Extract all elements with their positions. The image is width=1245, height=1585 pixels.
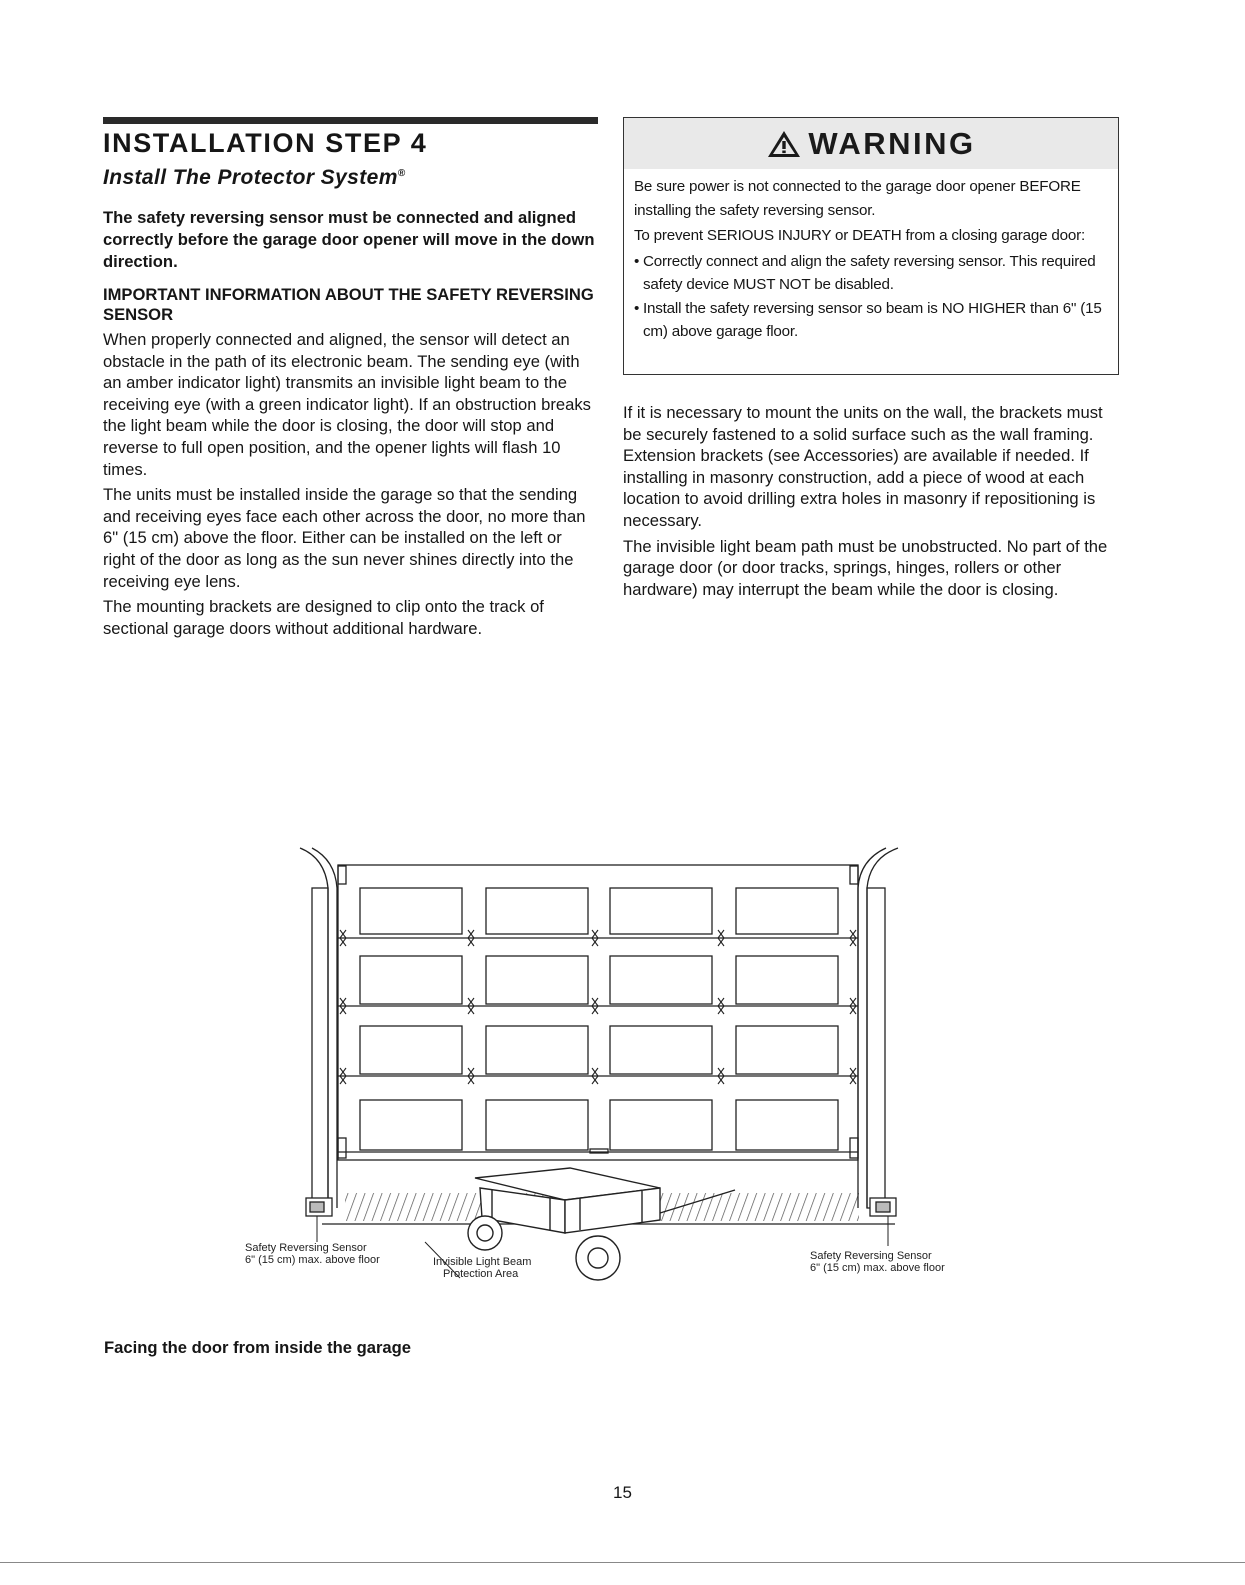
step-title: INSTALLATION STEP 4	[103, 128, 428, 158]
warning-line-1: Be sure power is not connected to the garage door opener BEFORE installing the safety reversing sensor.	[634, 178, 1081, 219]
beam-label-line-2: Protection Area	[443, 1268, 519, 1280]
step-subtitle	[103, 160, 598, 191]
important-paragraph-2: The units must be installed inside the garage so that the sending and receiving eyes face each other across the door, no more than 6" (15 cm) above the floor. Either can be installed on the left or right of the door as long as the sun never shines directly into the receiving eye lens.	[103, 485, 586, 591]
left-sensor-label-line-2: 6" (15 cm) max. above floor	[245, 1254, 380, 1266]
beam-label	[433, 1256, 531, 1280]
right-sensor-label-line-2: 6" (15 cm) max. above floor	[810, 1262, 945, 1274]
left-column	[103, 117, 598, 643]
bullet-icon: •	[634, 252, 640, 270]
warning-bullet-2	[634, 297, 1108, 344]
step-subtitle-text: Install The Protector System	[103, 166, 398, 189]
warning-bullet-text: Correctly connect and align the safety reversing sensor. This required safety device MUST NOT be disabled.	[643, 252, 1096, 293]
right-sensor-label	[810, 1250, 945, 1274]
garage-door-diagram	[230, 838, 1010, 1310]
warning-banner	[624, 117, 1118, 169]
bullet-icon: •	[634, 299, 640, 317]
warning-title: WARNING	[808, 125, 976, 161]
page-number: 15	[613, 1483, 632, 1502]
warning-bullet-1	[634, 250, 1108, 297]
right-paragraph-2: The invisible light beam path must be unobstructed. No part of the garage door (or door tracks, springs, hinges, rollers or other hardware) may interrupt the beam while the door is closing.	[623, 536, 1108, 599]
right-paragraph-1: If it is necessary to mount the units on the wall, the brackets must be securely fastened to a solid surface such as the wall framing. Extension brackets (see Accessories) are available if needed. If installing in masonry construction, add a piece of wood at each location to avoid drilling extra holes in masonry if repositioning is necessary.	[623, 403, 1103, 530]
warning-line-2: To prevent SERIOUS INJURY or DEATH from a closing garage door:	[634, 227, 1086, 244]
important-heading: IMPORTANT INFORMATION ABOUT THE SAFETY REVERSING SENSOR	[103, 285, 594, 324]
warning-bullet-text: Install the safety reversing sensor so beam is NO HIGHER than 6" (15 cm) above garage floor.	[643, 299, 1102, 340]
diagram-caption: Facing the door from inside the garage	[104, 1338, 412, 1357]
warning-triangle-icon	[766, 129, 802, 159]
important-paragraph-1: When properly connected and aligned, the sensor will detect an obstacle in the path of its electronic beam. The sending eye (with an amber indicator light) transmits an invisible light beam to the receiving eye (with a green indicator light). If an obstruction breaks the light beam while the door is closing, the door will stop and reverse to full open position, and the opener lights will flash 10 times.	[103, 330, 591, 479]
right-column	[623, 117, 1123, 604]
warning-body	[624, 169, 1118, 344]
bottom-rule	[0, 1562, 1245, 1563]
important-paragraph-3: The mounting brackets are designed to clip onto the track of sectional garage doors without additional hardware.	[103, 597, 544, 638]
right-sensor-label-line-1: Safety Reversing Sensor	[810, 1250, 932, 1262]
registered-mark: ®	[397, 168, 406, 179]
left-sensor-label-line-1: Safety Reversing Sensor	[245, 1242, 367, 1254]
beam-label-line-1: Invisible Light Beam	[433, 1256, 532, 1268]
left-sensor-label	[245, 1242, 380, 1266]
garage-door-illustration	[230, 838, 1010, 1310]
step-header-rule	[103, 117, 598, 124]
intro-text: The safety reversing sensor must be connected and aligned correctly before the garage door opener will move in the down direction.	[103, 208, 595, 271]
warning-box	[623, 117, 1119, 375]
